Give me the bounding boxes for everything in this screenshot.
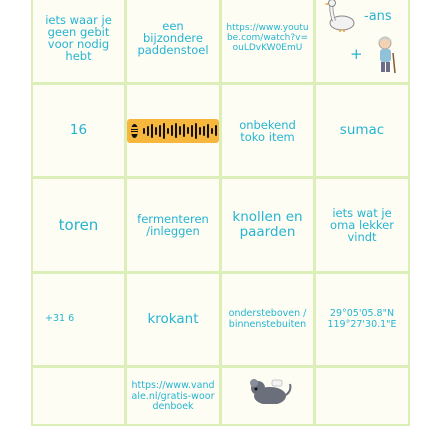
rebus-suffix: -ans <box>364 9 392 24</box>
bingo-cell[interactable] <box>31 272 126 367</box>
cell-text: onbekend toko item <box>239 117 296 144</box>
bingo-cell[interactable] <box>314 177 410 273</box>
bingo-cell[interactable] <box>31 366 126 426</box>
goose-icon <box>322 0 356 33</box>
cell-link-text: https://www.youtube.com/watch?v=ouLDvKW0EmU <box>226 22 309 53</box>
cell-text: fermenteren /inleggen <box>137 212 209 238</box>
cell-text: een bijzondere paddenstoel <box>137 18 209 57</box>
bingo-cell[interactable] <box>220 0 315 84</box>
rebus-plus: + <box>350 45 363 63</box>
cell-text: sumac <box>339 122 385 138</box>
bingo-cell[interactable] <box>31 177 126 273</box>
bingo-cell-spotify[interactable] <box>125 83 221 178</box>
cell-text: krokant <box>147 311 199 327</box>
cell-text: iets wat je oma lekker vindt <box>330 206 394 244</box>
rebus <box>320 0 404 80</box>
bingo-cell[interactable] <box>31 83 126 178</box>
bingo-cell[interactable] <box>220 177 315 273</box>
spotify-icon <box>131 124 138 138</box>
cell-text: iets waar je geen gebit voor nodig hebt <box>45 12 112 63</box>
spotify-code[interactable] <box>127 119 219 143</box>
bingo-cell[interactable] <box>125 366 221 426</box>
bingo-cell[interactable] <box>31 0 126 84</box>
cell-text: ondersteboven / binnenstebuiten <box>228 308 307 330</box>
bingo-cell[interactable] <box>220 83 315 178</box>
cell-text: 16 <box>69 122 88 138</box>
cell-text: toren <box>58 215 99 234</box>
bingo-cell[interactable] <box>314 83 410 178</box>
bingo-cell[interactable] <box>314 366 410 426</box>
cell-link-text: https://www.vandale.nl/gratis-woordenboek <box>131 380 215 412</box>
bingo-cell[interactable] <box>314 272 410 367</box>
cell-text: knollen en paarden <box>232 209 303 240</box>
rat-chef-icon <box>244 378 292 404</box>
bingo-cell[interactable] <box>125 0 221 84</box>
old-man-icon <box>374 35 398 75</box>
bingo-cell[interactable] <box>125 272 221 367</box>
bingo-cell-rebus[interactable] <box>314 0 410 84</box>
bingo-cell[interactable] <box>220 272 315 367</box>
cell-text: +31 6 <box>45 313 75 325</box>
spotify-barcode <box>143 123 221 139</box>
bingo-cell-image[interactable] <box>220 366 315 426</box>
cell-text: 29°05'05.8"N 119°27'30.1"E <box>327 308 397 330</box>
bingo-cell[interactable] <box>125 177 221 273</box>
